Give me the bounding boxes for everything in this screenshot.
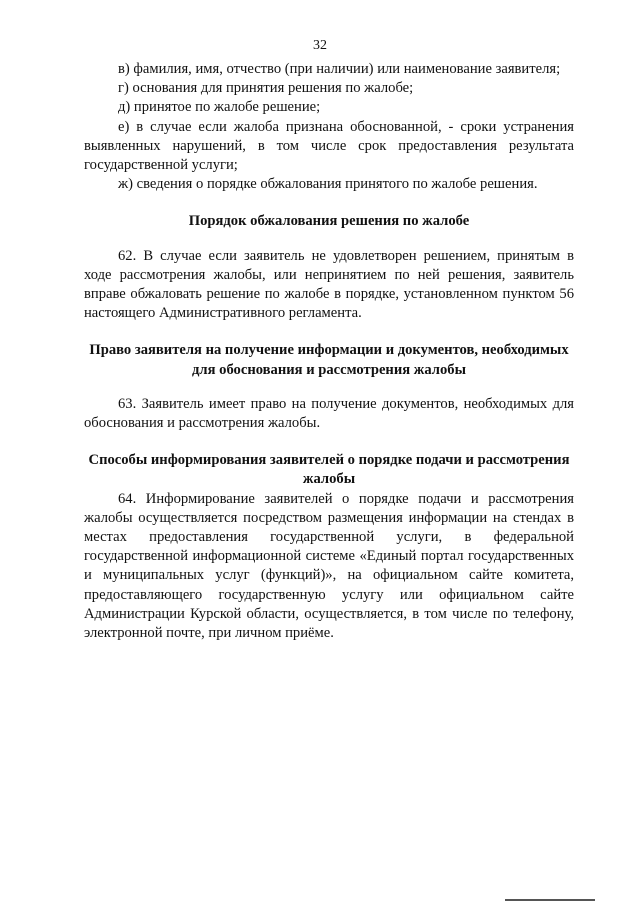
clause-62: 62. В случае если заявитель не удовлетворен решением, принятым в ходе рассмотрения жалобы, или непринятием по ней решения, заявитель вправе обжаловать решение по жалобе в порядке, установленном пунктом 56 настоящего Административного регламента. <box>84 247 574 322</box>
section-heading-right-to-information: Право заявителя на получение информации и документов, необходимых для обоснования и рассмотрения жалобы <box>89 342 569 378</box>
page-content <box>84 60 574 643</box>
list-item-zh: ж) сведения о порядке обжалования принятого по жалобе решения. <box>118 176 538 193</box>
section-heading-appeal-procedure: Порядок обжалования решения по жалобе <box>188 213 470 230</box>
section-heading-informing-methods: Способы информирования заявителей о порядке подачи и рассмотрения жалобы <box>88 452 570 488</box>
list-item-v: в) фамилия, имя, отчество (при наличии) или наименование заявителя; <box>118 61 561 77</box>
list-item-d: д) принятое по жалобе решение; <box>118 99 321 116</box>
clause-63: 63. Заявитель имеет право на получение документов, необходимых для обоснования и рассмотрения жалобы. <box>84 395 574 432</box>
clause-64: 64. Информирование заявителей о порядке подачи и рассмотрения жалобы осуществляется посредством размещения информации на стендах в местах предоставления государственной услуги, в федеральной государственной информационной системе «Единый портал государственных и муниципальных услуг (функций)», на официальном сайте комитета, предоставляющего государственную услугу или официальном сайте Администрации Курской области, осуществляется, в том числе по телефону, электронной почте, при личном приёме. <box>84 490 574 642</box>
list-item-g: г) основания для принятия решения по жалобе; <box>118 80 414 97</box>
list-item-e: е) в случае если жалоба признана обоснованной, - сроки устранения выявленных нарушений, в том числе срок предоставления результата государственной услуги; <box>84 118 574 174</box>
bottom-edge-mark <box>505 899 595 901</box>
page-number: 32 <box>313 38 327 53</box>
